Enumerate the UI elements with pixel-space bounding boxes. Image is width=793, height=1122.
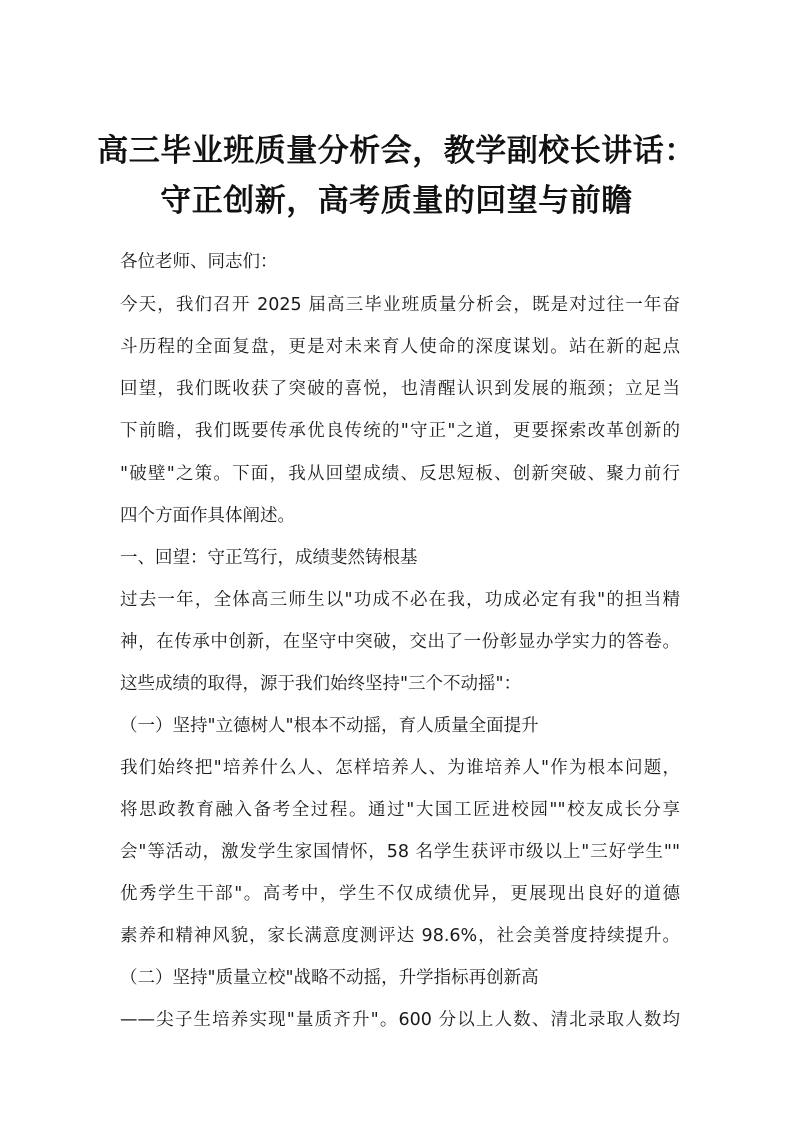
paragraph-line: 这些成绩的取得，源于我们始终坚持"三个不动摇"： <box>120 674 522 694</box>
paragraph-line: 回望，我们既收获了突破的喜悦，也清醒认识到发展的瓶颈；立足当 <box>120 379 680 399</box>
paragraph-line: 下前瞻，我们既要传承优良传统的"守正"之道，更要探索改革创新的 <box>120 421 680 441</box>
paragraph-line: 四个方面作具体阐述。 <box>120 506 295 526</box>
paragraph-line: 过去一年，全体高三师生以"功成不必在我，功成必定有我"的担当精 <box>120 590 680 610</box>
paragraph-line: ——尖子生培养实现"量质齐升"。600 分以上人数、清北录取人数均 <box>120 1010 680 1030</box>
paragraph-line: 斗历程的全面复盘，更是对未来育人使命的深度谋划。站在新的起点 <box>120 337 680 357</box>
paragraph-line: 我们始终把"培养什么人、怎样培养人、为谁培养人"作为根本问题， <box>120 758 680 778</box>
document-title-line-1: 高三毕业班质量分析会，教学副校长讲话： <box>97 133 696 169</box>
subsection-heading: （二）坚持"质量立校"战略不动摇，升学指标再创新高 <box>120 968 539 988</box>
paragraph-line: 今天，我们召开 2025 届高三毕业班质量分析会，既是对过往一年奋 <box>120 295 680 315</box>
paragraph-line: 会"等活动，激发学生家国情怀，58 名学生获评市级以上"三好学生"" <box>120 842 680 862</box>
paragraph-line: 将思政教育融入备考全过程。通过"大国工匠进校园""校友成长分享 <box>120 800 680 820</box>
paragraph-line: 素养和精神风貌，家长满意度测评达 98.6%，社会美誉度持续提升。 <box>120 926 680 946</box>
paragraph-line: 神，在传承中创新，在坚守中突破，交出了一份彰显办学实力的答卷。 <box>120 632 680 652</box>
document-title-line-2: 守正创新，高考质量的回望与前瞻 <box>160 183 633 219</box>
section-heading: 一、回望：守正笃行，成绩斐然铸根基 <box>120 548 418 568</box>
subsection-heading: （一）坚持"立德树人"根本不动摇，育人质量全面提升 <box>120 716 539 736</box>
salutation: 各位老师、同志们： <box>120 252 278 272</box>
paragraph-line: 优秀学生干部"。高考中，学生不仅成绩优异，更展现出良好的道德 <box>120 884 680 904</box>
paragraph-line: "破壁"之策。下面，我从回望成绩、反思短板、创新突破、聚力前行 <box>120 464 680 484</box>
